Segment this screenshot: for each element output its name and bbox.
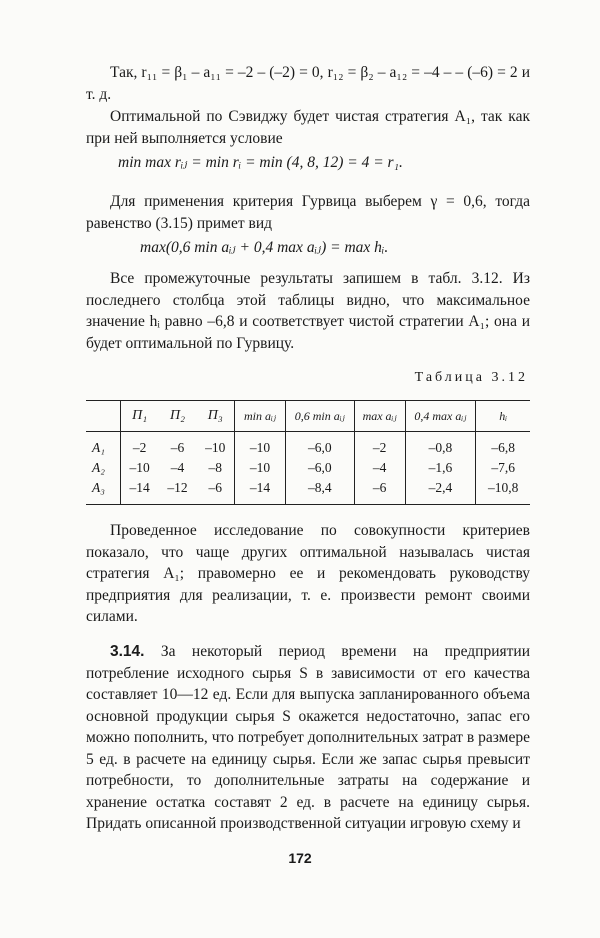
table-cell: –14 [120, 478, 158, 505]
paragraph-conclusion: Проведенное исследование по совокупности критериев показало, что чаще других оптимальной называлась чистая стратегия A₁; правомерно ее и рекомендовать руководству предприятия для реализации, т. е. произвести ремонт своими силами. [86, 522, 530, 625]
table-cell: –8,4 [285, 478, 354, 505]
table-cell: –4 [170, 460, 185, 475]
table-cell: –10 [205, 440, 226, 455]
table-cell: –6 [354, 478, 405, 505]
formula-hurwicz: max(0,6 min aᵢⱼ + 0,4 max aᵢⱼ) = max hᵢ. [140, 239, 389, 256]
table-header-cell: П₁ [120, 401, 158, 432]
table-cell: –10,8 [476, 478, 530, 505]
results-table [86, 400, 530, 505]
table-header-row [86, 401, 530, 432]
table-cell: –10 [235, 458, 286, 478]
table-cell: A₂ [92, 460, 105, 475]
table-header-cell: П₃ [196, 401, 234, 432]
table-cell: A₁ [92, 440, 105, 455]
table-cell: –6,0 [285, 432, 354, 459]
table-header-cell: min aᵢⱼ [235, 401, 286, 432]
table-cell: A₃ [86, 478, 120, 505]
table-cell: –6 [170, 440, 185, 455]
task-number: 3.14. [110, 643, 145, 660]
table-header-cell: 0,6 min aᵢⱼ [285, 401, 354, 432]
table-cell: –10 [120, 458, 158, 478]
table-header-cell: П₂ [159, 401, 197, 432]
table-caption: Таблица 3.12 [414, 370, 528, 385]
table-row [86, 432, 530, 459]
table-cell: –10 [235, 432, 286, 459]
task-text: За некоторый период времени на предприятии потребление исходного сырья S в зависимости от его качества составляет 10—12 ед. Если для выпуска запланированного объема основной продукции сырья S окажется недостаточно, запас его можно пополнить, что потребует дополнительных затрат в размере 5 ед. в расчете на единицу сырья. Если же запас сырья превысит потребности, то дополнительные затраты на содержание и хранение остатка составят 2 ед. в расчете на единицу сырья. Придать описанной производственной ситуации игровую схему и [86, 643, 531, 832]
table-row [86, 458, 530, 478]
table-cell: –2 [354, 432, 405, 459]
table-cell: –2 [120, 432, 158, 459]
paragraph-task [86, 641, 530, 835]
table-cell: –8 [208, 460, 222, 475]
paragraph-example: Так, r₁₁ = β₁ – a₁₁ = –2 – (–2) = 0, r₁₂ = β₂ – a₁₂ = –4 – – (–6) = 2 и т. д. [86, 64, 530, 103]
table-cell: –4 [354, 458, 405, 478]
table-header-cell: max aᵢⱼ [354, 401, 405, 432]
page-number: 172 [288, 850, 312, 866]
table-cell: –1,6 [405, 458, 476, 478]
table-cell: –6 [196, 478, 234, 505]
formula-savage: min max rᵢⱼ = min rᵢ = min (4, 8, 12) = 4 = r₁. [118, 154, 403, 171]
table-header-cell: hᵢ [476, 401, 530, 432]
table-row [86, 478, 530, 505]
paragraph-results: Все промежуточные результаты запишем в табл. 3.12. Из последнего столбца этой таблицы видно, что максимальное значение hᵢ равно –6,8 и соответствует чистой стратегии A₁; она и будет оптимальной по Гурвицу. [86, 270, 530, 352]
table-cell: –6,0 [285, 458, 354, 478]
table-cell: –14 [235, 478, 286, 505]
table-cell: –0,8 [405, 432, 476, 459]
table-header-cell [86, 401, 120, 432]
table-cell: –7,6 [476, 458, 530, 478]
paragraph-savage: Оптимальной по Сэвиджу будет чистая стратегия A₁, так как при ней выполняется условие [86, 108, 530, 147]
table-header-cell: 0,4 max aᵢⱼ [405, 401, 476, 432]
table-cell: –6,8 [476, 432, 530, 459]
table-cell: –12 [159, 478, 197, 505]
paragraph-hurwicz: Для применения критерия Гурвица выберем γ = 0,6, тогда равенство (3.15) примет вид [86, 193, 530, 232]
table-cell: –2,4 [405, 478, 476, 505]
